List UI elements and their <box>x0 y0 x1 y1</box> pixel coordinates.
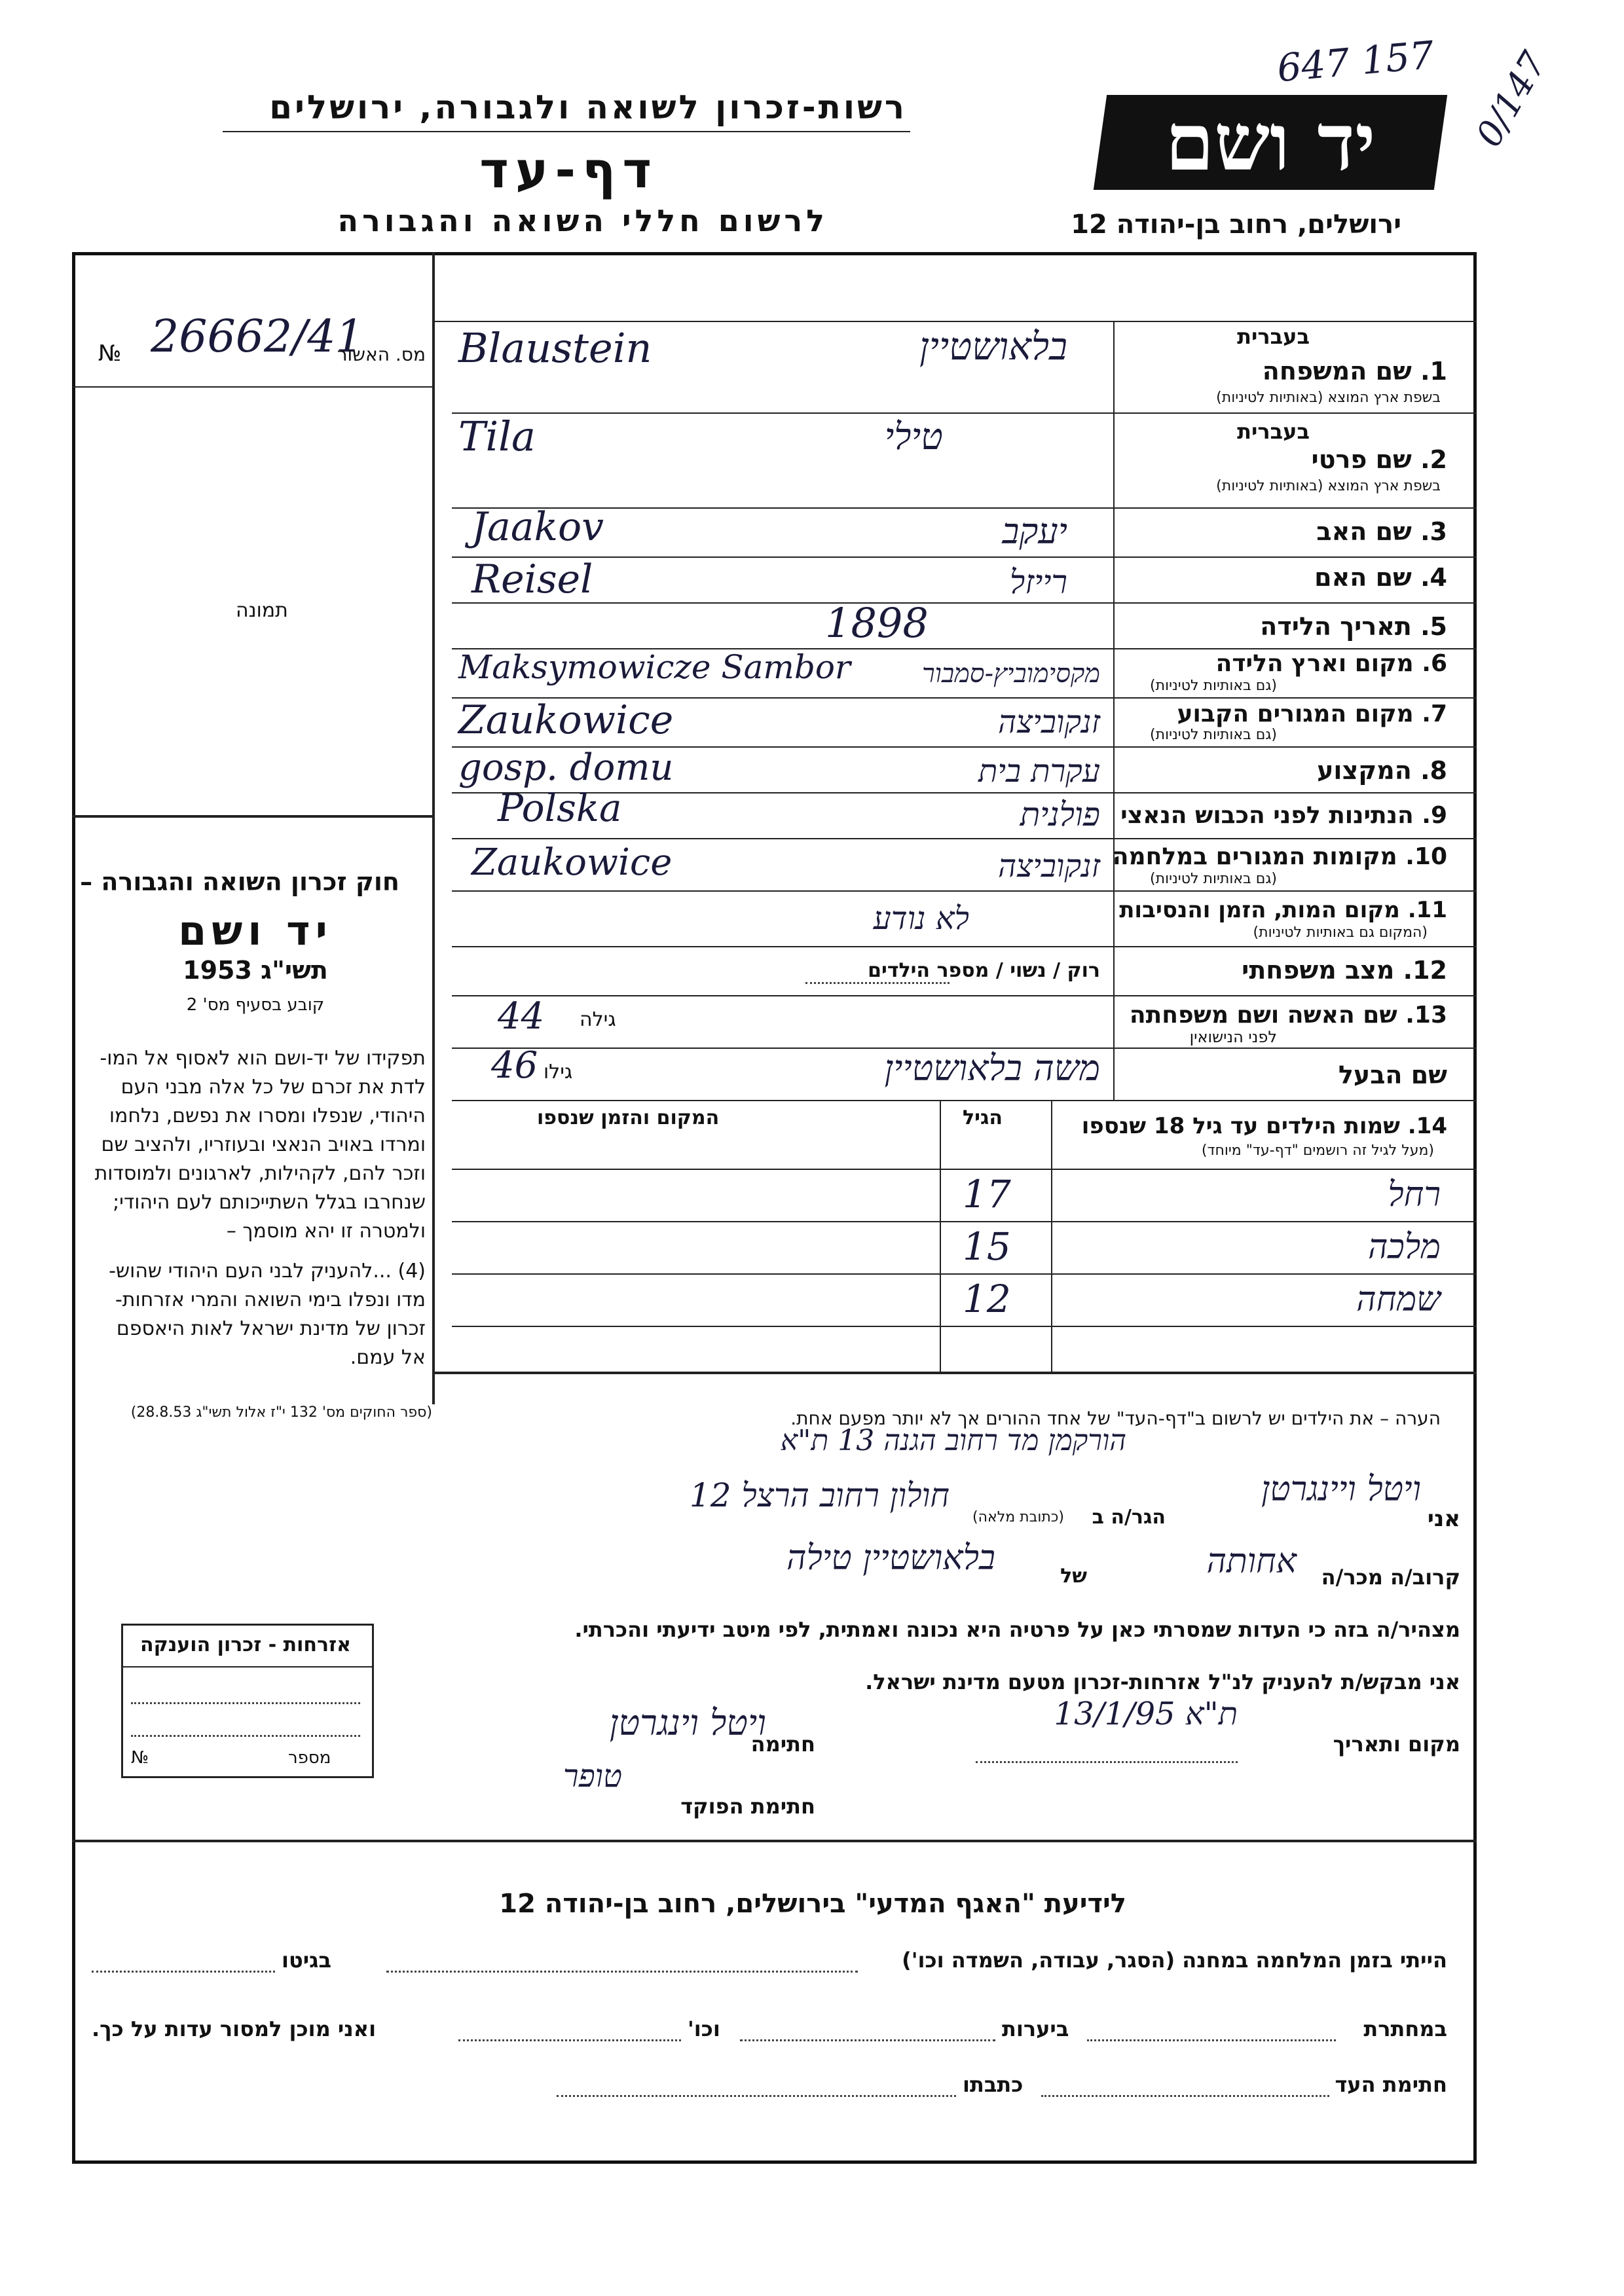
bottom-line2-dots-3 <box>458 2039 681 2041</box>
field-label: שמות הילדים עד גיל 18 שנספו <box>1081 1113 1400 1139</box>
law-name: יד ושם <box>178 907 333 955</box>
child-name: רחל <box>1388 1175 1441 1214</box>
official-signature-value: טופר <box>563 1758 622 1795</box>
child-name: מלכה <box>1367 1228 1441 1267</box>
authority-underline <box>223 131 910 132</box>
husband-name: משה בלאושטיין <box>884 1048 1100 1089</box>
field-7-label <box>1177 701 1447 727</box>
citizenship-box-divider <box>121 1666 372 1667</box>
field-8-latin: gosp. domu <box>458 746 674 789</box>
children-row-divider <box>452 1221 1477 1222</box>
children-table-top <box>452 1100 1477 1101</box>
field-12-label <box>1242 956 1447 985</box>
approval-no-sign: № <box>98 340 122 367</box>
row-divider <box>452 507 1477 509</box>
row-divider <box>452 890 1477 892</box>
field-label: מקום המות, הזמן והנסיבות <box>1119 897 1400 923</box>
header-address: ירושלים, רחוב בן-יהודה 12 <box>1071 210 1401 240</box>
children-col-age: הגיל <box>963 1106 1003 1129</box>
form-title: דף-עד <box>479 141 658 199</box>
row-divider <box>452 838 1477 839</box>
field-2-label <box>1312 445 1448 474</box>
stamp-number-top: 647 157 <box>1275 32 1436 91</box>
field-7-hint: (גם באותיות לטיניות) <box>1150 727 1277 743</box>
field-2-tag: בעברית <box>1237 419 1310 444</box>
full-address-hint: (כתובת מלאה) <box>972 1509 1064 1525</box>
field-label: שם האב <box>1316 517 1412 546</box>
field-num: 3. <box>1420 517 1447 546</box>
husband-label: שם הבעל <box>1338 1061 1447 1089</box>
address-value: חולון רחוב הרצל 12 <box>689 1476 950 1514</box>
field-6-hint: (גם באותיות לטיניות) <box>1150 678 1277 694</box>
field-label: מקום וארץ הלידה <box>1215 650 1414 677</box>
field-label: הנתינות לפני הכבוש הנאצי <box>1120 802 1414 829</box>
field-label: מצב משפחתי <box>1242 956 1395 985</box>
label-column-divider <box>1113 321 1115 1100</box>
field-13-age: 44 <box>498 995 545 1038</box>
bottom-section-divider <box>72 1840 1477 1842</box>
place-date-value: ת"א 13/1/95 <box>1054 1696 1238 1732</box>
field-11-hint: (המקום גם באותיות לטיניות) <box>1253 924 1428 941</box>
field-1-label <box>1263 357 1447 386</box>
field-num: 6. <box>1422 650 1447 677</box>
citizenship-number-sign: № <box>131 1748 149 1768</box>
signature-label: חתימה <box>750 1732 815 1757</box>
child-age: 17 <box>963 1172 1011 1216</box>
citizenship-box-line <box>131 1702 360 1704</box>
child-name: שמחה <box>1356 1280 1441 1319</box>
bottom-line2-dots-2 <box>740 2039 995 2041</box>
field-num: 5. <box>1420 612 1447 641</box>
signature-value: ויטל וינגרטן <box>609 1702 766 1743</box>
children-row-divider <box>452 1273 1477 1275</box>
approval-label: מס. האשור <box>337 344 426 365</box>
field-label: שם האם <box>1314 563 1412 592</box>
law-line: מדו ונפלו בימי השואה והמרי אזרחות- <box>115 1288 426 1311</box>
bottom-line1-dots <box>386 1971 858 1973</box>
photo-label: תמונה <box>236 599 288 622</box>
citizenship-box-line <box>131 1735 360 1737</box>
request-text: אני מבקש/ת להעניק לנ"ל אזרחות-זכרון מטעם מדינת ישראל. <box>865 1669 1460 1694</box>
authority-line: רשות-זכרון לשואה ולגבורה, ירושלים <box>269 88 907 126</box>
field-num: 14. <box>1407 1113 1447 1139</box>
field-4-hebrew: רייזל <box>1009 563 1067 601</box>
field-num: 13. <box>1405 1002 1447 1029</box>
note-handwritten: הורקמן מד רחוב הגנה 13 ת"א <box>780 1424 1126 1457</box>
field-1-tag: בעברית <box>1237 324 1310 349</box>
form-subtitle: לרשום חללי השואה והגבורה <box>337 203 828 238</box>
field-6-label <box>1216 650 1447 677</box>
field-num: 2. <box>1420 445 1447 474</box>
law-text <box>79 1044 426 1246</box>
field-12-status-label: רוק / נשוי / מספר הילדים <box>868 959 1100 982</box>
field-5-value: 1898 <box>825 599 929 647</box>
field-13-label <box>1130 1002 1447 1029</box>
row-divider <box>452 412 1477 414</box>
field-num: 4. <box>1420 563 1447 592</box>
child-age: 12 <box>963 1277 1011 1321</box>
law-title: חוק זכרון השואה והגבורה – <box>80 867 399 896</box>
field-3-latin: Jaakov <box>471 504 604 550</box>
children-col-place: המקום והזמן שנספו <box>537 1106 720 1129</box>
field-13-hint: לפני הנישואין <box>1189 1028 1277 1046</box>
field-label: שם האשה ושם משפחתה <box>1129 1002 1397 1029</box>
row-divider <box>452 995 1477 996</box>
law-line: (4) ...להעניק לבני העם היהודי שהוש- <box>109 1260 426 1283</box>
children-label <box>1082 1113 1447 1139</box>
bottom-forests: ביערות <box>1002 2016 1069 2041</box>
law-line: וזכר להם, לקהילות, לארגונים ולמוסדות <box>94 1162 426 1185</box>
field-8-label <box>1317 756 1447 785</box>
official-signature-label: חתימת הפוקד <box>680 1794 815 1819</box>
citizenship-number-label: מספר <box>288 1748 331 1768</box>
law-reference: (ספר החוקים מס' 132 י"ז אלול תשי"ג 28.8.53) <box>130 1404 432 1421</box>
children-col-divider-2 <box>1051 1100 1052 1372</box>
field-3-hebrew: יעקב <box>1002 511 1067 552</box>
column-divider <box>432 252 435 1404</box>
law-line: אל עמם. <box>350 1346 426 1369</box>
relation-label: קרוב/ה מכר/ה <box>1321 1565 1460 1590</box>
bottom-address: כתבתו <box>963 2072 1024 2097</box>
bottom-line1-label: הייתי בזמן המלחמה במחנה (הסגר, עבודה, השמדה וכו') <box>902 1948 1447 1973</box>
note-text: הערה – את הילדים יש לרשום ב"דף-העד" של אחד ההורים אך לא יותר מפעם אחת. <box>790 1408 1441 1429</box>
field-8-hebrew: עקרת בית <box>978 753 1100 790</box>
bottom-line2-dots <box>1087 2039 1336 2041</box>
children-row-divider <box>452 1326 1477 1327</box>
field-label: מקום המגורים הקבוע <box>1177 701 1414 727</box>
bottom-ghetto: בגיטו <box>282 1948 331 1973</box>
law-line: שנחרבו בגלל השתייכותם לעם היהודי; <box>113 1191 426 1214</box>
bottom-line3-label: חתימת העד <box>1335 2072 1447 2097</box>
bottom-line2-label: במחתרת <box>1363 2016 1447 2041</box>
field-num: 7. <box>1422 701 1447 727</box>
field-12-line <box>805 982 950 984</box>
law-clause: קובע בסעיף מס' 2 <box>186 995 325 1015</box>
field-label: שם פרטי <box>1311 445 1412 474</box>
field-1-latin: Blaustein <box>458 324 652 372</box>
of-value: בלאושטיין טילה <box>786 1539 995 1578</box>
declarant-name: ויטל ויינגרטן <box>1261 1470 1421 1509</box>
field-2-hebrew: טילי <box>884 416 943 458</box>
field-num: 10. <box>1405 843 1447 870</box>
field-5-label <box>1260 612 1447 641</box>
field-1-hebrew: בלאושטיין <box>919 324 1067 369</box>
bottom-line3-dots-2 <box>557 2095 956 2097</box>
row-divider <box>452 602 1477 604</box>
children-table-bottom <box>432 1372 1477 1374</box>
field-10-latin: Zaukowice <box>471 841 673 884</box>
citizenship-box-title: אזרחות - זכרון הוענקה <box>140 1633 351 1656</box>
field-label: תאריך הלידה <box>1260 612 1412 641</box>
field-label: המקצוע <box>1317 756 1412 785</box>
bottom-title: לידיעת "האגף המדעי" בירושלים, רחוב בן-יהודה 12 <box>499 1889 1126 1919</box>
field-num: 9. <box>1422 802 1447 829</box>
bottom-line3-dots <box>1041 2095 1329 2097</box>
bottom-etc: וכו' <box>688 2016 720 2041</box>
field-10-label <box>1113 843 1447 870</box>
bottom-line1-dots-2 <box>92 1971 275 1973</box>
law-line: ולמטרה זו יהא מוסמך – <box>226 1220 426 1243</box>
field-11-hebrew: לא נודע <box>873 900 969 937</box>
children-col-divider-1 <box>940 1100 941 1372</box>
law-line: ומרדו באויב הנאצי ובעוזריו, ולהציב שם <box>101 1133 426 1156</box>
declarant-label: אני <box>1427 1506 1460 1532</box>
field-4-latin: Reisel <box>471 556 593 602</box>
field-4-label <box>1314 563 1447 592</box>
field-num: 1. <box>1420 357 1447 386</box>
field-6-latin: Maksymowicze Sambor <box>458 648 851 686</box>
field-9-latin: Polska <box>498 786 622 830</box>
field-2-hint: בשפת ארץ המוצא (באותיות לטיניות) <box>1216 478 1441 494</box>
place-date-label: מקום ותאריך <box>1333 1732 1460 1757</box>
declaration-text: מצהיר/ה בזה כי העדות שמסרתי כאן על פרטיה היא נכונה ואמתית, לפי מיטב ידיעתי והכרתי. <box>574 1617 1460 1642</box>
law-text-2 <box>79 1257 426 1372</box>
field-num: 11. <box>1407 897 1447 923</box>
field-6-hebrew: מקסימוביץ-סמבור <box>921 659 1100 689</box>
field-13-age-label: גילה <box>580 1008 616 1031</box>
field-9-hebrew: פולנית <box>1020 795 1100 833</box>
residing-label: הגר/ה ב <box>1092 1506 1166 1529</box>
photo-divider <box>72 815 434 818</box>
field-label: שם המשפחה <box>1262 357 1412 386</box>
field-1-hint: בשפת ארץ המוצא (באותיות לטיניות) <box>1216 390 1441 406</box>
field-3-label <box>1316 517 1447 546</box>
field-7-hebrew: זנקוביצה <box>998 704 1100 740</box>
field-num: 8. <box>1420 756 1447 785</box>
law-line: היהודי, שנפלו ומסרו את נפשם, נלחמו <box>109 1104 426 1127</box>
approval-number: 26662/41 <box>151 311 364 363</box>
husband-age: 46 <box>491 1044 538 1087</box>
field-7-latin: Zaukowice <box>458 697 674 743</box>
law-line: תפקידו של יד-ושם הוא לאסוף אל המו- <box>100 1047 426 1070</box>
field-label: מקומות המגורים במלחמה <box>1112 843 1397 870</box>
field-10-hebrew: זנקוביצה <box>998 848 1100 884</box>
law-line: זכרון של מדינת ישראל לאות היאספם <box>116 1317 426 1340</box>
field-10-hint: (גם באותיות לטיניות) <box>1150 871 1277 887</box>
husband-age-label: גילו <box>544 1061 573 1084</box>
field-2-latin: Tila <box>458 412 536 460</box>
law-year: תשי"ג 1953 <box>183 956 328 985</box>
child-age: 15 <box>963 1224 1011 1269</box>
logo-text: יד ושם <box>1165 96 1376 189</box>
children-hint: (מעל לגיל זה רושמים "דף-עד" מיוחד) <box>1201 1142 1434 1159</box>
place-date-line <box>976 1761 1238 1763</box>
field-11-label <box>1119 897 1447 923</box>
field-num: 12. <box>1403 956 1447 985</box>
stamp-number-right: 0/147 <box>1467 45 1555 154</box>
children-header-divider <box>452 1169 1477 1170</box>
relation-value: אחותה <box>1206 1542 1297 1581</box>
bottom-line2-tail: ואני מוכן למסור עדות על כך. <box>92 2016 377 2041</box>
approval-divider <box>72 386 434 388</box>
row-divider <box>452 556 1477 558</box>
row-divider <box>432 321 1477 322</box>
row-divider <box>452 946 1477 947</box>
field-9-label <box>1120 802 1447 829</box>
law-line: לדת את זכרם של כל אלה מבני העם <box>120 1076 426 1099</box>
of-label: של <box>1060 1565 1087 1588</box>
